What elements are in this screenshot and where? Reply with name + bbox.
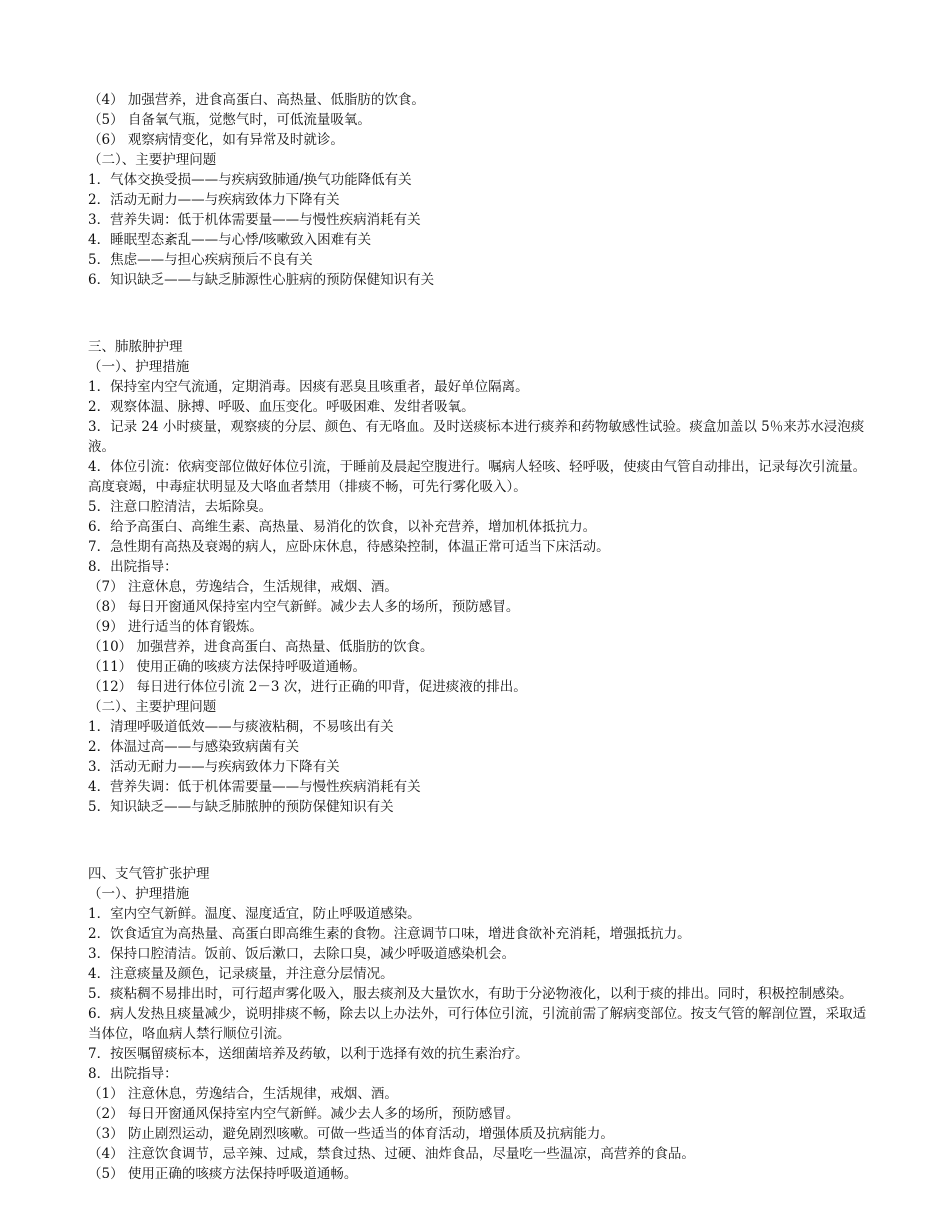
text-line: 3．营养失调：低于机体需要量——与慢性疾病消耗有关: [88, 212, 421, 228]
text-line: 7．急性期有高热及衰竭的病人，应卧床休息，待感染控制，体温正常可适当下床活动。: [88, 539, 610, 555]
text-line: 6．知识缺乏——与缺乏肺源性心脏病的预防保健知识有关: [88, 272, 435, 288]
text-line: 5．焦虑——与担心疾病预后不良有关: [88, 252, 313, 268]
blank-line: [88, 831, 878, 851]
text-line: （4） 加强营养，进食高蛋白、高热量、低脂肪的饮食。: [88, 92, 425, 108]
text-line: 6．病人发热且痰量减少，说明排痰不畅，除去以上办法外，可行体位引流，引流前需了解病变部位。按支气管的解剖位置，采取适当体位，咯血病人禁行顺位引流。: [88, 1006, 867, 1042]
text-line: 4．睡眠型态紊乱——与心悸/咳嗽致入困难有关: [88, 232, 372, 248]
text-line: 3．保持口腔清洁。饭前、饭后漱口，去除口臭，减少呼吸道感染机会。: [88, 946, 516, 962]
text-line: 5．痰粘稠不易排出时，可行超声雾化吸入，服去痰剂及大量饮水，有助于分泌物液化，以利于痰的排出。同时，积极控制感染。: [88, 986, 853, 1002]
text-line: 6．给予高蛋白、高维生素、高热量、易消化的饮食，以补充营养，增加机体抵抗力。: [88, 519, 597, 535]
text-line: （一）、护理措施: [88, 359, 190, 375]
text-line: 三、肺脓肿护理: [88, 339, 183, 355]
text-line: 4．注意痰量及颜色，记录痰量，并注意分层情况。: [88, 966, 394, 982]
text-line: 四、支气管扩张护理: [88, 866, 210, 882]
text-line: （11） 使用正确的咳痰方法保持呼吸道通畅。: [88, 659, 366, 675]
text-line: 1．保持室内空气流通，定期消毒。因痰有恶臭且咳重者，最好单位隔离。: [88, 379, 529, 395]
document-body: [88, 90, 878, 1184]
text-line: （6） 观察病情变化，如有异常及时就诊。: [88, 132, 344, 148]
text-line: 1．气体交换受损——与疾病致肺通/换气功能降低有关: [88, 172, 412, 188]
text-line: 4．营养失调：低于机体需要量——与慢性疾病消耗有关: [88, 779, 421, 795]
text-line: 4．体位引流：依病变部位做好体位引流，于睡前及晨起空腹进行。嘱病人轻咳、轻呼吸，使痰由气管自动排出，记录每次引流量。高度衰竭，中毒症状明显及大咯血者禁用（排痰不畅，可先行雾化吸入）。: [88, 459, 867, 495]
text-line: 8．出院指导：: [88, 1066, 178, 1082]
text-line: （3） 防止剧烈运动，避免剧烈咳嗽。可做一些适当的体育活动，增强体质及抗病能力。: [88, 1126, 614, 1142]
text-line: （9） 进行适当的体育锻炼。: [88, 619, 263, 635]
text-line: （1） 注意休息，劳逸结合，生活规律，戒烟、酒。: [88, 1086, 398, 1102]
text-line: （4） 注意饮食调节，忌辛辣、过咸，禁食过热、过硬、油炸食品，尽量吃一些温凉，高营养的食品。: [88, 1146, 695, 1162]
text-line: 3．活动无耐力——与疾病致体力下降有关: [88, 759, 340, 775]
text-line: （7） 注意休息，劳逸结合，生活规律，戒烟、酒。: [88, 579, 398, 595]
text-line: 2．体温过高——与感染致病菌有关: [88, 739, 300, 755]
text-line: （12） 每日进行体位引流 2－3 次，进行正确的叩背，促进痰液的排出。: [88, 679, 527, 695]
blank-line: [88, 304, 878, 324]
text-line: 1．室内空气新鲜。温度、湿度适宜，防止呼吸道感染。: [88, 906, 421, 922]
text-line: （5） 使用正确的咳痰方法保持呼吸道通畅。: [88, 1166, 358, 1182]
text-line: 5．注意口腔清洁，去垢除臭。: [88, 499, 273, 515]
text-line: （10） 加强营养，进食高蛋白、高热量、低脂肪的饮食。: [88, 639, 434, 655]
text-line: 2．饮食适宜为高热量、高蛋白即高维生素的食物。注意调节口味，增进食欲补充消耗，增强抵抗力。: [88, 926, 691, 942]
text-line: 3．记录 24 小时痰量，观察痰的分层、颜色、有无咯血。及时送痰标本进行痰养和药物敏感性试验。痰盒加盖以 5％来苏水浸泡痰液。: [88, 419, 865, 455]
text-line: （8） 每日开窗通风保持室内空气新鲜。减少去人多的场所，预防感冒。: [88, 599, 520, 615]
text-line: 8．出院指导：: [88, 559, 178, 575]
text-line: （二）、主要护理问题: [88, 152, 217, 168]
text-line: （5） 自备氧气瓶，觉憋气时，可低流量吸氧。: [88, 112, 371, 128]
text-line: 5．知识缺乏——与缺乏肺脓肿的预防保健知识有关: [88, 799, 394, 815]
text-line: （2） 每日开窗通风保持室内空气新鲜。减少去人多的场所，预防感冒。: [88, 1106, 520, 1122]
text-line: （一）、护理措施: [88, 886, 190, 902]
text-line: 2．观察体温、脉搏、呼吸、血压变化。呼吸困难、发绀者吸氧。: [88, 399, 475, 415]
text-line: （二）、主要护理问题: [88, 699, 217, 715]
text-line: 1．清理呼吸道低效——与痰液粘稠，不易咳出有关: [88, 719, 394, 735]
text-line: 7．按医嘱留痰标本，送细菌培养及药敏，以利于选择有效的抗生素治疗。: [88, 1046, 529, 1062]
text-line: 2．活动无耐力——与疾病致体力下降有关: [88, 192, 340, 208]
